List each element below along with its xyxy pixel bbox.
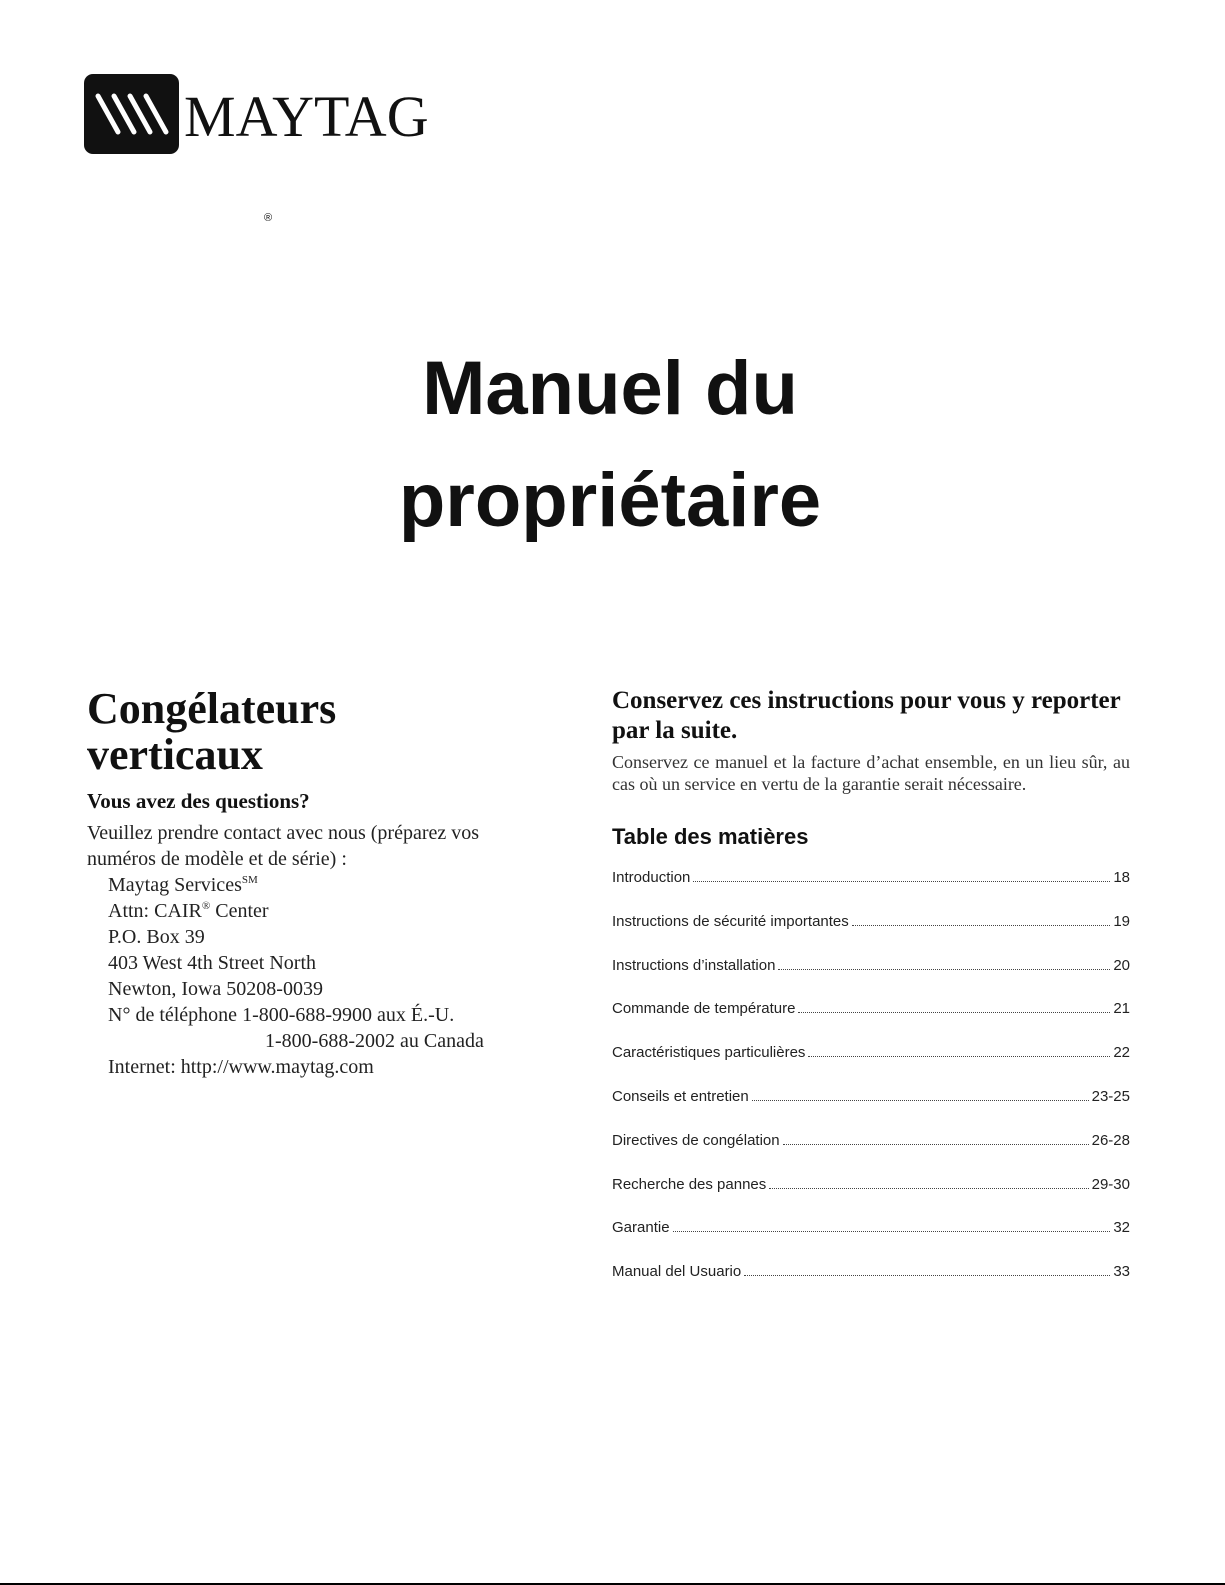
toc-item bbox=[612, 1132, 1130, 1176]
product-title-line2: verticaux bbox=[87, 730, 263, 779]
toc-item bbox=[612, 1263, 1130, 1307]
toc-item-title: Commande de température bbox=[612, 1000, 796, 1018]
toc-leader bbox=[778, 969, 1110, 970]
toc-leader bbox=[852, 925, 1111, 926]
product-title bbox=[87, 686, 547, 778]
address-street: 403 West 4th Street North bbox=[108, 952, 316, 974]
toc-item-title: Instructions d’installation bbox=[612, 956, 776, 974]
internet-address: Internet: http://www.maytag.com bbox=[108, 1056, 374, 1078]
contact-intro: Veuillez prendre contact avec nous (préparez vos numéros de modèle et de série) : bbox=[87, 822, 480, 870]
toc-item bbox=[612, 957, 1130, 1001]
toc-leader bbox=[673, 1231, 1111, 1232]
toc-item bbox=[612, 1088, 1130, 1132]
questions-heading: Vous avez des questions? bbox=[87, 789, 310, 813]
toc-item bbox=[612, 1044, 1130, 1088]
toc-item-title: Instructions de sécurité importantes bbox=[612, 912, 849, 930]
toc-item bbox=[612, 1219, 1130, 1263]
toc-item-page: 23-25 bbox=[1091, 1087, 1130, 1105]
toc-item-title: Conseils et entretien bbox=[612, 1087, 749, 1105]
registered-mark: ® bbox=[264, 212, 273, 224]
toc-item-title: Caractéristiques particulières bbox=[612, 1044, 806, 1062]
toc-item-page: 33 bbox=[1113, 1263, 1130, 1281]
toc-heading: Table des matières bbox=[612, 824, 809, 849]
toc-item bbox=[612, 869, 1130, 913]
page-title-line2: propriétaire bbox=[398, 457, 822, 543]
toc-item bbox=[612, 913, 1130, 957]
address-services: Maytag Services℠ bbox=[108, 874, 258, 896]
toc-leader bbox=[744, 1275, 1110, 1276]
toc-leader bbox=[798, 1012, 1110, 1013]
toc-leader bbox=[752, 1100, 1089, 1101]
registered-mark-small: ® bbox=[201, 900, 211, 912]
toc-leader bbox=[693, 881, 1110, 882]
toc-leader bbox=[808, 1056, 1110, 1057]
address-block bbox=[108, 872, 547, 1080]
toc-leader bbox=[769, 1188, 1088, 1189]
maytag-logo bbox=[84, 74, 444, 224]
toc-item-page: 26-28 bbox=[1091, 1131, 1130, 1149]
maytag-logo-mark-icon bbox=[84, 74, 179, 154]
address-po-box: P.O. Box 39 bbox=[108, 926, 205, 948]
service-mark: SM bbox=[241, 874, 258, 886]
toc-item-page: 32 bbox=[1113, 1219, 1130, 1237]
address-city: Newton, Iowa 50208-0039 bbox=[108, 978, 323, 1000]
address-attn: Attn: CAIR® Center bbox=[108, 900, 269, 922]
toc-leader bbox=[783, 1144, 1089, 1145]
instructions-section bbox=[612, 686, 1130, 1307]
toc-item-page: 18 bbox=[1113, 869, 1130, 886]
toc-item-page: 22 bbox=[1113, 1044, 1130, 1062]
product-title-line1: Congélateurs bbox=[87, 684, 337, 733]
toc-item bbox=[612, 1176, 1130, 1220]
toc-item-title: Introduction bbox=[612, 869, 691, 886]
toc-item-title: Garantie bbox=[612, 1219, 670, 1237]
table-of-contents bbox=[612, 869, 1130, 1307]
toc-item-page: 21 bbox=[1113, 1000, 1130, 1018]
toc-item-page: 20 bbox=[1113, 956, 1130, 974]
phone-canada: 1-800-688-2002 au Canada bbox=[265, 1030, 484, 1052]
page-title bbox=[300, 333, 920, 557]
toc-item-title: Manual del Usuario bbox=[612, 1263, 742, 1281]
toc-item bbox=[612, 1000, 1130, 1044]
toc-item-page: 29-30 bbox=[1091, 1175, 1130, 1193]
toc-item-page: 19 bbox=[1113, 912, 1130, 930]
phone-us: N° de téléphone 1-800-688-9900 aux É.-U. bbox=[108, 1004, 455, 1026]
contact-section bbox=[87, 686, 547, 1080]
toc-item-title: Directives de congélation bbox=[612, 1131, 780, 1149]
keep-heading: Conservez ces instructions pour vous y reporter par la suite. bbox=[612, 687, 1121, 744]
keep-text: Conservez ce manuel et la facture d’achat ensemble, en un lieu sûr, au cas où un service en vertu de la garantie serait nécessaire. bbox=[612, 752, 1130, 794]
page-title-line1: Manuel du bbox=[422, 345, 798, 431]
toc-item-title: Recherche des pannes bbox=[612, 1175, 767, 1193]
brand-name: MAYTAG bbox=[184, 84, 429, 149]
